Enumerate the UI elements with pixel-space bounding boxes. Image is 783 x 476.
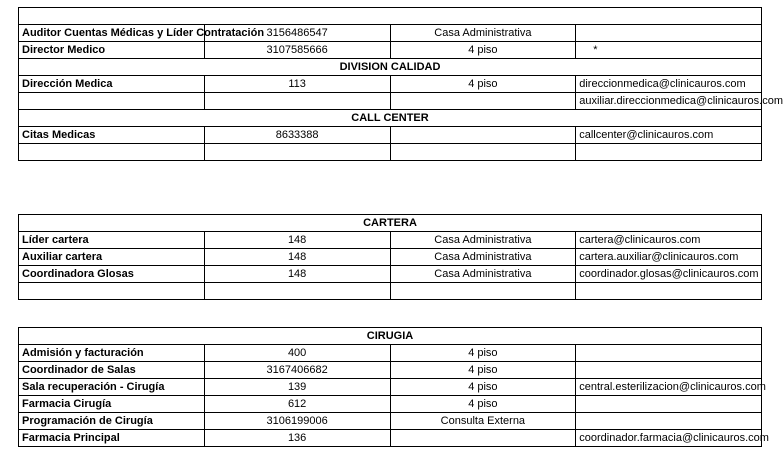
email-cell: coordinador.glosas@clinicauros.com xyxy=(576,266,762,283)
location-cell: 4 piso xyxy=(390,379,576,396)
blank-cell xyxy=(19,8,762,25)
extension-cell: 3107585666 xyxy=(204,42,390,59)
location-cell: Casa Administrativa xyxy=(390,232,576,249)
email-cell xyxy=(576,283,762,300)
area-cell: Citas Medicas xyxy=(19,127,205,144)
area-cell: Dirección Medica xyxy=(19,76,205,93)
location-cell: Casa Administrativa xyxy=(390,25,576,42)
area-cell xyxy=(19,283,205,300)
area-cell: Admisión y facturación xyxy=(19,345,205,362)
email-cell: direccionmedica@clinicauros.com xyxy=(576,76,762,93)
table-row xyxy=(19,25,762,42)
area-cell: Coordinador de Salas xyxy=(19,362,205,379)
section-header-cirugia: CIRUGIA xyxy=(19,328,762,345)
extension-cell: 139 xyxy=(204,379,390,396)
contacts-table-cirugia xyxy=(18,327,769,447)
section-header-call-center: CALL CENTER xyxy=(19,110,762,127)
location-cell: Casa Administrativa xyxy=(390,266,576,283)
area-cell: Líder cartera xyxy=(19,232,205,249)
extension-cell: 400 xyxy=(204,345,390,362)
table-row xyxy=(19,266,762,283)
contacts-table-general xyxy=(18,7,783,161)
area-cell: Sala recuperación - Cirugía xyxy=(19,379,205,396)
extension-cell: 8633388 xyxy=(204,127,390,144)
email-cell xyxy=(576,42,762,59)
email-cell: callcenter@clinicauros.com xyxy=(576,127,762,144)
email-cell xyxy=(576,413,762,430)
area-cell: Farmacia Principal xyxy=(19,430,205,447)
email-cell xyxy=(576,25,762,42)
extension-cell xyxy=(204,283,390,300)
extension-cell: 148 xyxy=(204,232,390,249)
table-row xyxy=(19,76,762,93)
email-cell: cartera@clinicauros.com xyxy=(576,232,762,249)
email-cell xyxy=(576,396,762,413)
table-row xyxy=(19,283,762,300)
extension-cell: 3167406682 xyxy=(204,362,390,379)
table-row xyxy=(19,396,762,413)
location-cell xyxy=(390,127,576,144)
area-cell: Auditor Cuentas Médicas y Líder Contratación xyxy=(19,25,205,42)
section-header-row xyxy=(19,110,762,127)
area-cell: Coordinadora Glosas xyxy=(19,266,205,283)
table-row xyxy=(19,249,762,266)
email-cell xyxy=(576,144,762,161)
location-cell xyxy=(390,283,576,300)
email-cell xyxy=(576,345,762,362)
extension-cell: 113 xyxy=(204,76,390,93)
table-row xyxy=(19,430,762,447)
section-header-cartera: CARTERA xyxy=(19,215,762,232)
area-cell xyxy=(19,93,205,110)
area-cell: Director Medico xyxy=(19,42,205,59)
table-row xyxy=(19,362,762,379)
table-row xyxy=(19,144,762,161)
location-cell: 4 piso xyxy=(390,362,576,379)
table-row xyxy=(19,93,762,110)
area-cell xyxy=(19,144,205,161)
extension-cell: 612 xyxy=(204,396,390,413)
table-row xyxy=(19,127,762,144)
location-cell: 4 piso xyxy=(390,396,576,413)
location-cell: 4 piso xyxy=(390,76,576,93)
area-cell: Farmacia Cirugía xyxy=(19,396,205,413)
location-cell xyxy=(390,144,576,161)
extension-cell: 3106199006 xyxy=(204,413,390,430)
email-cell: auxiliar.direccionmedica@clinicauros.com xyxy=(576,93,762,110)
location-cell: 4 piso xyxy=(390,345,576,362)
extension-cell: 3156486547 xyxy=(204,25,390,42)
table-row xyxy=(19,42,762,59)
location-cell: 4 piso xyxy=(390,42,576,59)
section-header-row xyxy=(19,215,762,232)
contacts-table-cartera xyxy=(18,214,762,300)
section-header-division-calidad: DIVISION CALIDAD xyxy=(19,59,762,76)
location-cell: Consulta Externa xyxy=(390,413,576,430)
area-cell: Auxiliar cartera xyxy=(19,249,205,266)
table-row xyxy=(19,413,762,430)
table-row xyxy=(19,232,762,249)
extension-cell: 148 xyxy=(204,249,390,266)
extension-cell: 148 xyxy=(204,266,390,283)
table-row xyxy=(19,345,762,362)
email-cell: central.esterilizacion@clinicauros.com xyxy=(576,379,762,396)
extension-cell: 136 xyxy=(204,430,390,447)
table-row-blank-top xyxy=(19,8,762,25)
asterisk-mark: * xyxy=(593,44,598,56)
email-cell: coordinador.farmacia@clinicauros.com xyxy=(576,430,762,447)
extension-cell xyxy=(204,144,390,161)
area-cell: Programación de Cirugía xyxy=(19,413,205,430)
section-header-row xyxy=(19,328,762,345)
email-cell xyxy=(576,362,762,379)
extension-cell xyxy=(204,93,390,110)
location-cell: Casa Administrativa xyxy=(390,249,576,266)
location-cell xyxy=(390,430,576,447)
email-cell: cartera.auxiliar@clinicauros.com xyxy=(576,249,762,266)
location-cell xyxy=(390,93,576,110)
section-header-row xyxy=(19,59,762,76)
table-row xyxy=(19,379,762,396)
